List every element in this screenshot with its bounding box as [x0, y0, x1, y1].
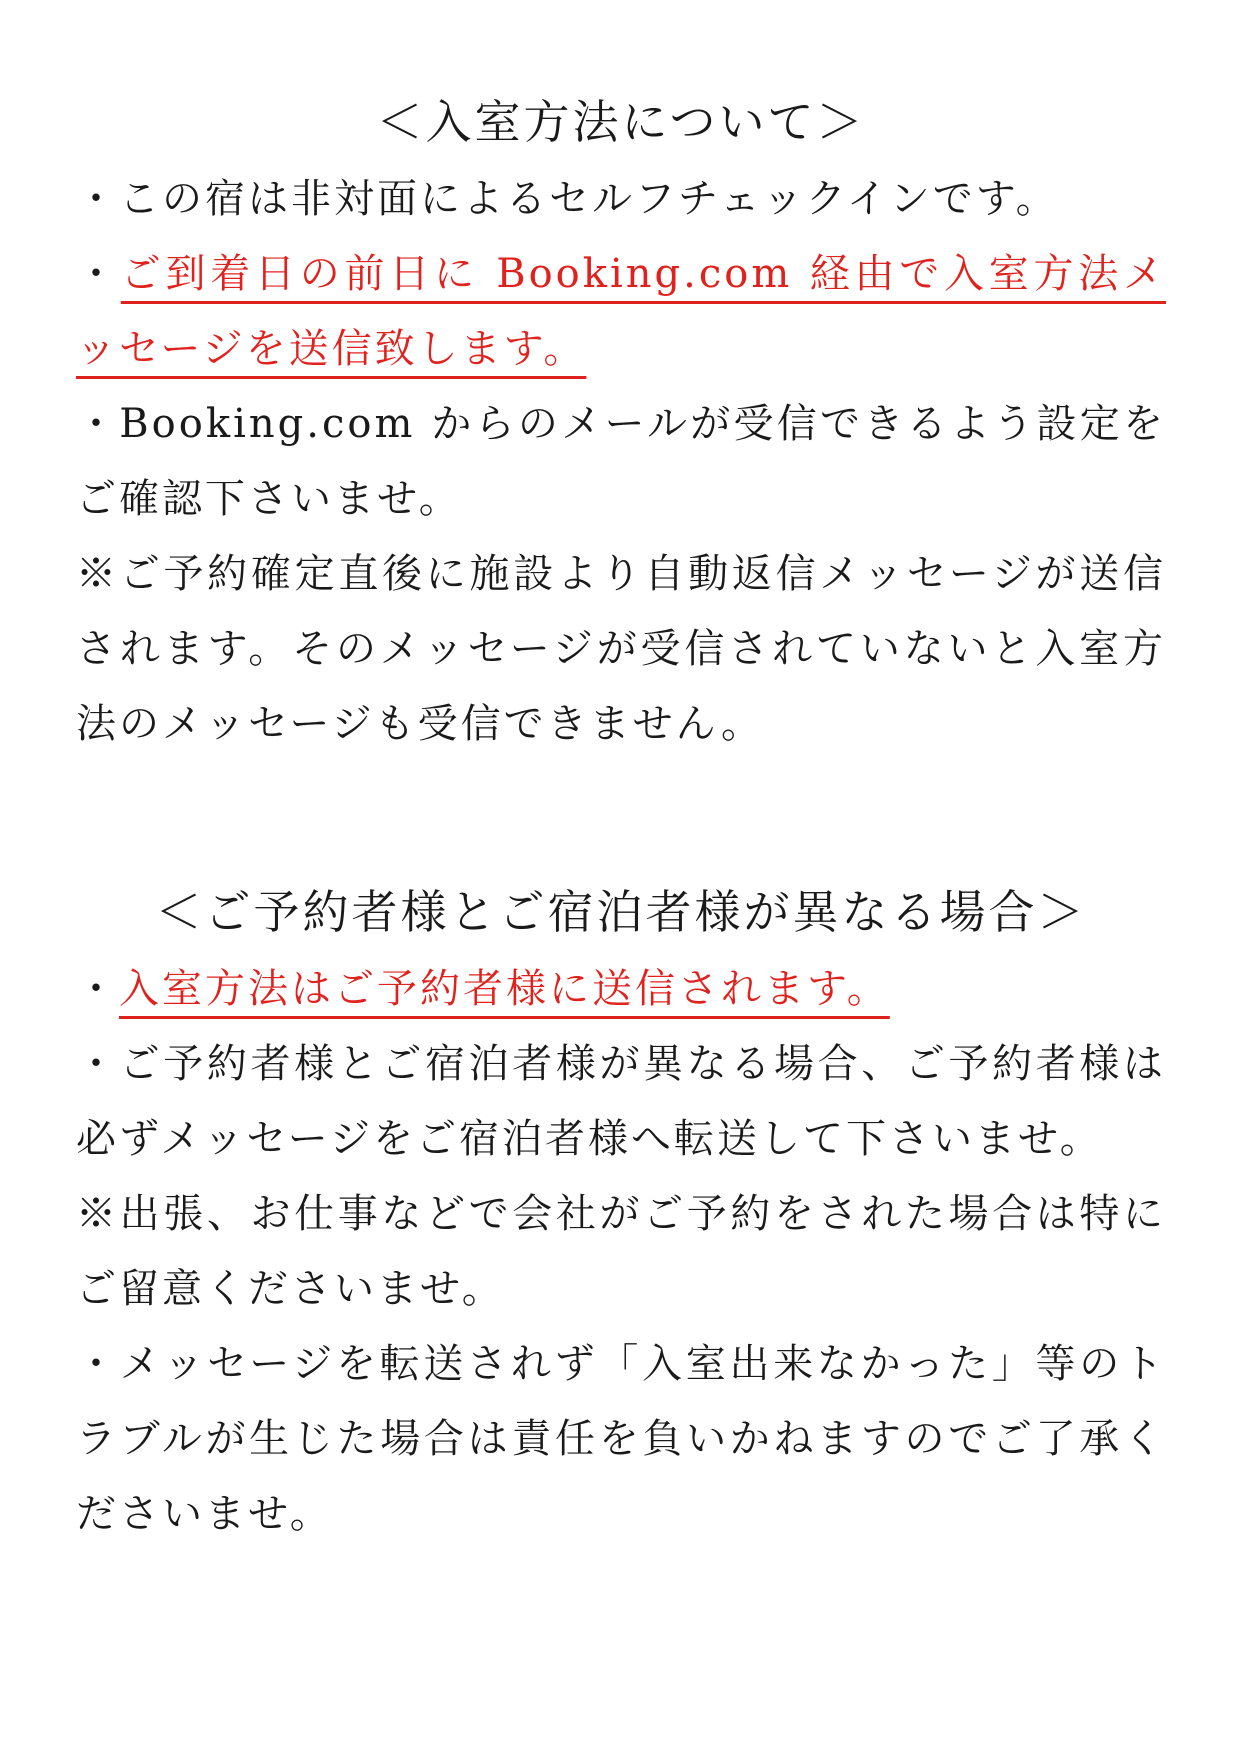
section2-item-1-text: 入室方法はご予約者様に送信されます。 — [119, 966, 890, 1012]
section1-item-3-text: Booking.com からのメールが受信できるよう設定をご確認下さいませ。 — [76, 401, 1166, 522]
section2-item-3 — [76, 1327, 1166, 1552]
section1-item-2 — [76, 237, 1166, 387]
bullet: ・ — [76, 1041, 120, 1087]
bullet: ・ — [76, 966, 119, 1012]
section1-item-3 — [76, 387, 1166, 537]
bullet: ・ — [76, 1341, 120, 1387]
section1-note-text: ※ご予約確定直後に施設より自動返信メッセージが送信されます。そのメッセージが受信されていないと入室方法のメッセージも受信できません。 — [76, 551, 1166, 747]
section1-item-2-text: ご到着日の前日に Booking.com 経由で入室方法メッセージを送信致します。 — [76, 251, 1167, 372]
bullet: ・ — [76, 251, 121, 297]
section2-heading: ＜ご予約者様とご宿泊者様が異なる場合＞ — [155, 885, 1087, 939]
section2-item-2-text: ご予約者様とご宿泊者様が異なる場合、ご予約者様は必ずメッセージをご宿泊者様へ転送して下さいませ。 — [76, 1041, 1166, 1162]
section1-item-1 — [76, 162, 1166, 237]
section2-note — [76, 1177, 1166, 1327]
section1-heading: ＜入室方法について＞ — [376, 95, 866, 149]
section2-note-text: ※出張、お仕事などで会社がご予約をされた場合は特にご留意くださいませ。 — [76, 1191, 1166, 1312]
bullet: ・ — [76, 176, 119, 222]
section1-note — [76, 537, 1166, 762]
section2-item-2 — [76, 1027, 1166, 1177]
section2-item-1 — [76, 952, 1166, 1027]
section1-item-1-text: この宿は非対面によるセルフチェックインです。 — [119, 176, 1059, 222]
section2-item-3-text: メッセージを転送されず「入室出来なかった」等のトラブルが生じた場合は責任を負いかねますのでご了承くださいませ。 — [76, 1341, 1166, 1537]
bullet: ・ — [76, 401, 120, 447]
